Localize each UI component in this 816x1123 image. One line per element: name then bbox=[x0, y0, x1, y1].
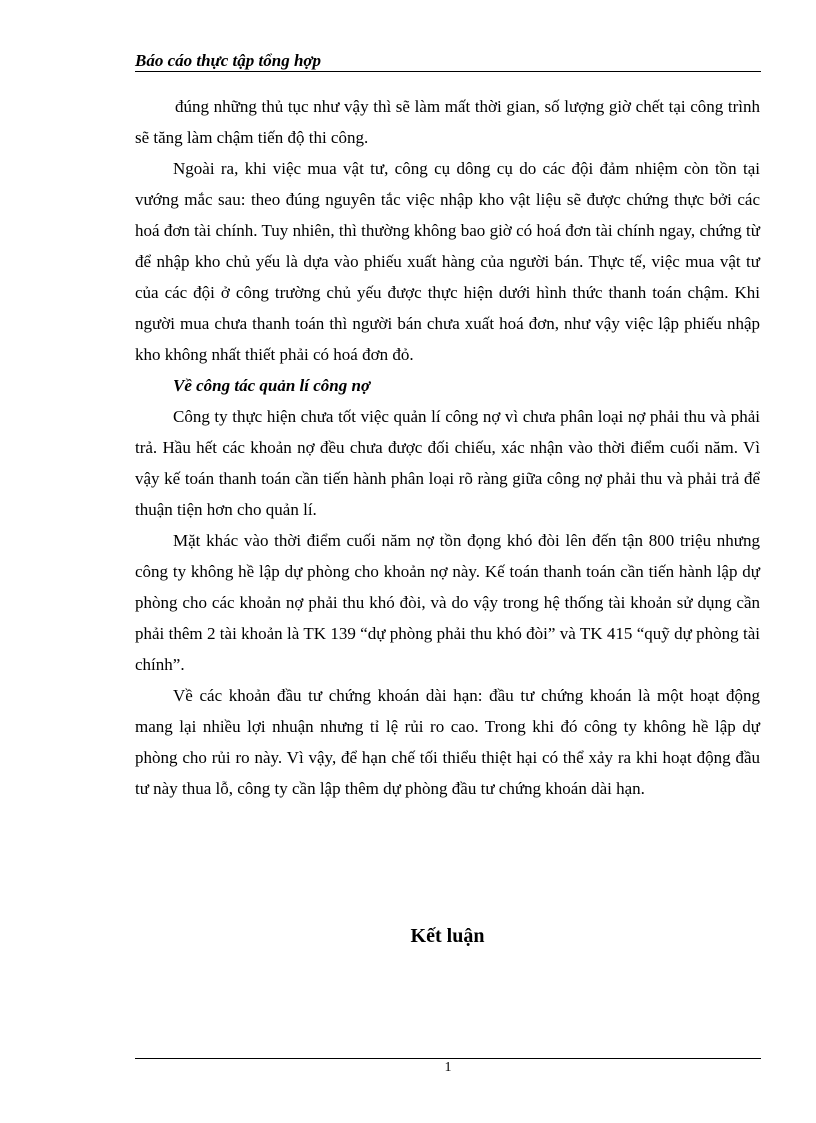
section-heading-debt-management: Về công tác quản lí công nợ bbox=[173, 376, 371, 395]
paragraph-3: Công ty thực hiện chưa tốt việc quản lí công nợ vì chưa phân loại nợ phải thu và phải trả. Hầu hết các khoản nợ đều chưa được đối chiếu, xác nhận vào thời điểm cuối năm. Vì vậy kế toán thanh toán cần tiến hành phân loại rõ ràng giữa công nợ phải thu và phải trả để thuận tiện hơn cho quản lí. bbox=[135, 407, 760, 519]
document-body bbox=[135, 91, 760, 804]
footer-divider bbox=[135, 1058, 761, 1059]
paragraph-2: Ngoài ra, khi việc mua vật tư, công cụ dông cụ do các đội đảm nhiệm còn tồn tại vướng mắc sau: theo đúng nguyên tắc việc nhập kho vật liệu sẽ được chứng thực bởi các hoá đơn tài chính. Tuy nhiên, thì thường không bao giờ có hoá đơn tài chính ngay, chứng từ để nhập kho chủ yếu là dựa vào phiếu xuất hàng của người bán. Thực tế, việc mua vật tư của các đội ở công trường chủ yếu được thực hiện dưới hình thức thanh toán chậm. Khi người mua chưa thanh toán thì người bán chưa xuất hoá đơn, như vậy việc lập phiếu nhập kho không nhất thiết phải có hoá đơn đỏ. bbox=[135, 159, 760, 364]
paragraph-1: đúng những thủ tục như vậy thì sẽ làm mất thời gian, số lượng giờ chết tại công trình sẽ tăng làm chậm tiến độ thi công. bbox=[135, 97, 760, 147]
paragraph-5: Về các khoản đầu tư chứng khoán dài hạn: đầu tư chứng khoán là một hoạt động mang lại nhiều lợi nhuận nhưng tỉ lệ rủi ro cao. Trong khi đó công ty không hề lập dự phòng cho rủi ro này. Vì vậy, để hạn chế tối thiểu thiệt hại có thể xảy ra khi hoạt động đầu tư này thua lỗ, công ty cần lập thêm dự phòng đầu tư chứng khoán dài hạn. bbox=[135, 686, 760, 798]
paragraph-4: Mặt khác vào thời điểm cuối năm nợ tồn đọng khó đòi lên đến tận 800 triệu nhưng công ty không hề lập dự phòng cho khoản nợ này. Kế toán thanh toán cần tiến hành lập dự phòng cho các khoản nợ phải thu khó đòi, và do vậy trong hệ thống tài khoản sử dụng cần phải thêm 2 tài khoản là TK 139 “dự phòng phải thu khó đòi” và TK 415 “quỹ dự phòng tài chính”. bbox=[135, 531, 760, 674]
page-header bbox=[135, 49, 761, 72]
header-title: Báo cáo thực tập tổng hợp bbox=[135, 51, 322, 70]
page-number: 1 bbox=[444, 1060, 452, 1075]
conclusion-heading: Kết luận bbox=[410, 925, 485, 947]
